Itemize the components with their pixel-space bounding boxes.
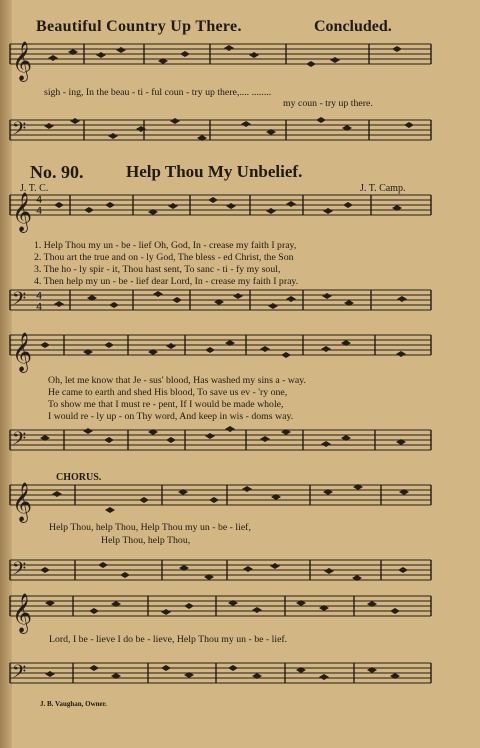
svg-text:𝄞: 𝄞 xyxy=(12,192,33,232)
staff-6 xyxy=(10,430,431,450)
staff-5 xyxy=(10,335,431,355)
title-suffix: Concluded. xyxy=(314,18,392,35)
page-title: Beautiful Country Up There. xyxy=(36,18,242,35)
author-right: J. T. Camp. xyxy=(360,183,406,194)
previous-lyric-1: sigh - ing, In the beau - ti - ful coun - try up there,.... ........ xyxy=(44,87,272,98)
chorus-line-2: Help Thou, help Thou, xyxy=(101,535,191,546)
verse-line: Oh, let me know that Je - sus' blood, Has washed my sins a - way. xyxy=(48,375,306,386)
chorus-label: CHORUS. xyxy=(56,472,102,483)
svg-text:𝄢: 𝄢 xyxy=(12,662,27,687)
staff-2 xyxy=(10,120,431,140)
footer-owner: J. B. Vaughan, Owner. xyxy=(40,700,107,708)
staff-3 xyxy=(10,195,431,215)
verse-line: He came to earth and shed His blood, To save us ev - 'ry one, xyxy=(48,387,288,398)
previous-lyric-2: my coun - try up there. xyxy=(283,98,373,109)
verse-line: To show me that I must re - pent, If I would be made whole, xyxy=(48,399,284,410)
svg-text:𝄞: 𝄞 xyxy=(12,593,33,633)
svg-text:𝄢: 𝄢 xyxy=(12,119,27,144)
verse-line: 1. Help Thou my un - be - lief Oh, God, In - crease my faith I pray, xyxy=(34,240,297,251)
chorus-line-3: Lord, I be - lieve I do be - lieve, Help Thou my un - be - lief. xyxy=(49,634,288,645)
svg-text:𝄢: 𝄢 xyxy=(12,289,27,314)
svg-text:4: 4 xyxy=(36,291,43,302)
svg-text:4: 4 xyxy=(36,206,43,217)
verse-line: 4. Then help my un - be - lief dear Lord, In - crease my faith I pray. xyxy=(34,276,299,287)
verse-line: 2. Thou art the true and on - ly God, The bless - ed Christ, the Son xyxy=(34,252,294,263)
hymn-title: Help Thou My Unbelief. xyxy=(126,162,303,181)
svg-text:𝄞: 𝄞 xyxy=(12,482,33,522)
chorus-line-1: Help Thou, help Thou, Help Thou my un - be - lief, xyxy=(49,522,251,533)
svg-text:𝄢: 𝄢 xyxy=(12,559,27,584)
staff-7 xyxy=(10,485,431,505)
svg-text:𝄞: 𝄞 xyxy=(12,332,33,372)
author-left: J. T. C. xyxy=(20,183,49,194)
staff-8 xyxy=(10,560,431,580)
verse-line: I would re - ly up - on Thy word, And keep in wis - doms way. xyxy=(48,411,294,422)
svg-text:𝄢: 𝄢 xyxy=(12,429,27,454)
svg-text:4: 4 xyxy=(36,302,43,313)
verse-line: 3. The ho - ly spir - it, Thou hast sent, To sanc - ti - fy my soul, xyxy=(34,264,281,275)
hymn-number: No. 90. xyxy=(30,162,84,182)
svg-text:4: 4 xyxy=(36,195,43,206)
svg-text:𝄞: 𝄞 xyxy=(12,41,33,81)
